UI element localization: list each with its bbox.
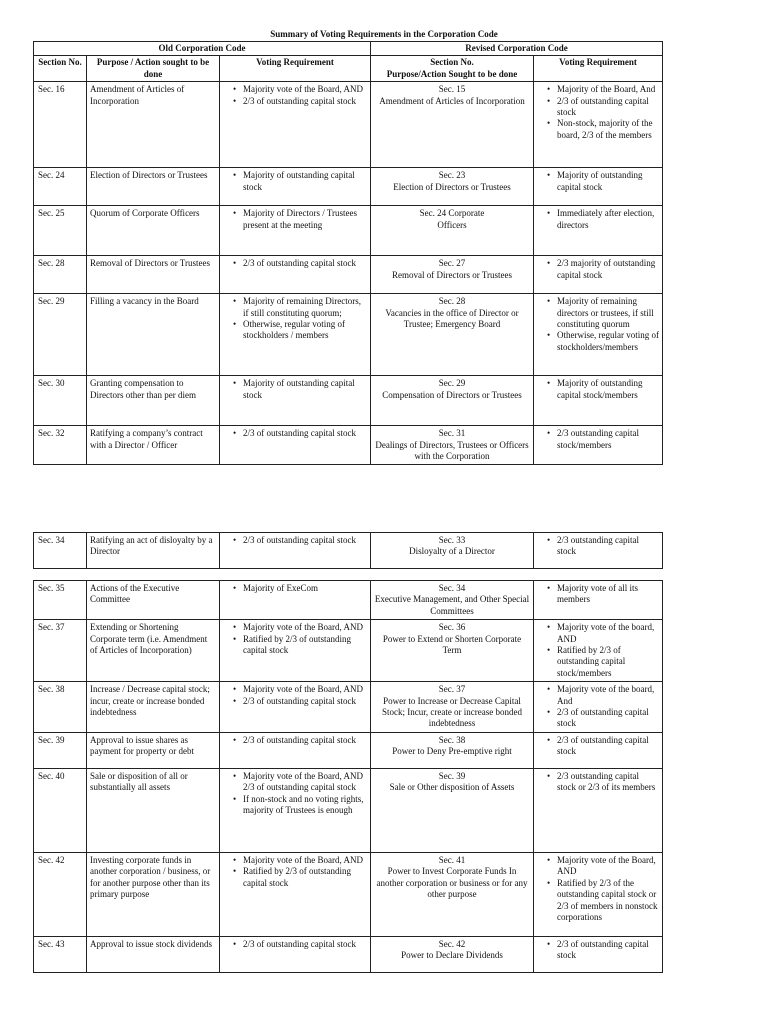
old-voting-cell [220, 732, 371, 768]
new-voting-cell [534, 682, 663, 733]
purpose-cell: Ratifying a company’s contract with a Director / Officer [87, 426, 220, 465]
old-voting-cell [220, 620, 371, 682]
list-item: • Majority vote of the Board, AND [235, 855, 367, 866]
old-voting-cell [220, 376, 371, 426]
voting-requirements-table [33, 41, 663, 465]
new-voting-cell [534, 376, 663, 426]
new-section-title: Power to Invest Corporate Funds In another corporation or business or for any other purpose [376, 866, 528, 900]
old-voting-list [223, 583, 367, 594]
new-section-title: Compensation of Directors or Trustees [382, 389, 522, 400]
new-section-title: Dealings of Directors, Trustees or Officers with the Corporation [375, 439, 529, 462]
old-voting-list [223, 84, 367, 107]
new-section-number: Sec. 38 [438, 734, 466, 745]
new-voting-list [537, 84, 659, 141]
section-cell: Sec. 29 [34, 294, 87, 376]
new-section-number: Sec. 28 [438, 296, 466, 307]
new-voting-list [537, 735, 659, 758]
list-item: • Majority of the Board, And [549, 84, 659, 95]
old-voting-cell [220, 533, 371, 569]
list-item: • Majority vote of the Board, AND [235, 684, 367, 695]
purpose-header: Purpose / Action sought to be done [87, 56, 220, 82]
list-item: • Majority vote of all its members [549, 583, 659, 606]
old-voting-list [223, 771, 367, 817]
section-cell: Sec. 24 [34, 168, 87, 206]
voting-requirements-table-continued-1 [33, 532, 663, 569]
new-section-cell [371, 682, 534, 733]
list-item: • 2/3 of outstanding capital stock [235, 939, 367, 950]
section-cell: Sec. 38 [34, 682, 87, 733]
purpose-cell: Extending or Shortening Corporate term (i.e. Amendment of Articles of Incorporation) [87, 620, 220, 682]
old-voting-cell [220, 256, 371, 294]
section-cell: Sec. 28 [34, 256, 87, 294]
list-item: • 2/3 of outstanding capital stock [549, 96, 659, 119]
new-section-number: Sec. 27 [438, 258, 466, 269]
table-row [34, 936, 663, 972]
list-item: • 2/3 of outstanding capital stock [235, 535, 367, 546]
new-voting-cell [534, 852, 663, 936]
list-item: • Majority vote of the Board, AND [549, 855, 659, 878]
new-section-header: Section No. Purpose/Action Sought to be done [371, 56, 534, 82]
list-item: • 2/3 of outstanding capital stock [549, 939, 659, 962]
section-cell: Sec. 43 [34, 936, 87, 972]
new-section-cell [371, 533, 534, 569]
list-item: • Otherwise, regular voting of stockholders/members [549, 330, 659, 353]
new-section-title: Power to Increase or Decrease Capital Stock; Incur, create or increase bonded indebtedness [381, 695, 523, 729]
new-voting-list [537, 535, 659, 558]
old-voting-list [223, 622, 367, 656]
new-voting-list [537, 684, 659, 730]
new-section-title: Removal of Directors or Trustees [392, 269, 513, 280]
section-cell: Sec. 42 [34, 852, 87, 936]
new-section-cell [371, 732, 534, 768]
new-section-number: Sec. 37 [438, 684, 466, 695]
purpose-cell: Election of Directors or Trustees [87, 168, 220, 206]
list-item: • Majority of outstanding capital stock [549, 170, 659, 193]
old-voting-list [223, 735, 367, 746]
new-section-title: Power to Deny Pre-emptive right [392, 746, 512, 757]
purpose-cell: Amendment of Articles of Incorporation [87, 82, 220, 168]
old-voting-cell [220, 852, 371, 936]
document-title: Summary of Voting Requirements in the Corporation Code [270, 29, 498, 39]
new-section-cell [371, 936, 534, 972]
new-section-number: Sec. 39 [438, 770, 466, 781]
new-voting-list [537, 428, 659, 451]
new-voting-list [537, 622, 659, 679]
section-cell: Sec. 30 [34, 376, 87, 426]
old-voting-list [223, 378, 367, 401]
section-cell: Sec. 37 [34, 620, 87, 682]
new-voting-cell [534, 620, 663, 682]
new-section-number: Sec. 15 [438, 84, 466, 95]
new-section-title: Officers [437, 219, 467, 230]
new-section-cell [371, 256, 534, 294]
new-section-title: Executive Management, and Other Special Committees [374, 594, 530, 616]
list-item: • 2/3 of outstanding capital stock [235, 258, 367, 269]
old-voting-cell [220, 168, 371, 206]
table-body-3 [34, 581, 663, 973]
new-voting-list [537, 855, 659, 923]
new-voting-list [537, 170, 659, 193]
old-voting-cell [220, 294, 371, 376]
new-voting-list [537, 771, 659, 794]
table-row [34, 376, 663, 426]
new-section-number: Sec. 23 [438, 170, 466, 181]
list-item: • Otherwise, regular voting of stockholders / members [235, 319, 367, 342]
list-item: • Ratified by 2/3 of outstanding capital stock [235, 866, 367, 889]
purpose-cell: Quorum of Corporate Officers [87, 206, 220, 256]
list-item: • Immediately after election, directors [549, 208, 659, 231]
new-voting-list [537, 296, 659, 353]
new-section-cell [371, 852, 534, 936]
new-section-number: Sec. 34 [438, 583, 466, 593]
old-voting-cell [220, 581, 371, 620]
new-section-title: Amendment of Articles of Incorporation [379, 95, 525, 106]
table-row [34, 168, 663, 206]
list-item: • 2/3 outstanding capital stock or 2/3 of its members [549, 771, 659, 794]
purpose-cell: Granting compensation to Directors other than per diem [87, 376, 220, 426]
new-section-title: Vacancies in the office of Director or Trustee; Emergency Board [385, 307, 519, 330]
list-item: • Majority of remaining directors or trustees, if still constituting quorum [549, 296, 659, 330]
list-item: • Ratified by 2/3 of the outstanding capital stock or 2/3 of members in nonstock corporations [549, 878, 659, 924]
list-item: • Majority vote of the Board, AND [235, 622, 367, 633]
table-body-1 [34, 82, 663, 465]
list-item: • Majority vote of the Board, AND [235, 84, 367, 95]
old-voting-list [223, 855, 367, 889]
list-item: • Majority of outstanding capital stock/members [549, 378, 659, 401]
new-voting-cell [534, 581, 663, 620]
section-cell: Sec. 25 [34, 206, 87, 256]
new-section-cell [371, 168, 534, 206]
section-cell: Sec. 34 [34, 533, 87, 569]
table-row [34, 620, 663, 682]
list-item: • 2/3 of outstanding capital stock [235, 428, 367, 439]
new-section-cell [371, 82, 534, 168]
list-item: • Majority of ExeCom [235, 583, 367, 594]
new-section-number: Sec. 41 [438, 854, 466, 865]
list-item: • Majority of outstanding capital stock [235, 170, 367, 193]
purpose-cell: Filling a vacancy in the Board [87, 294, 220, 376]
new-voting-cell [534, 732, 663, 768]
list-item: • 2/3 majority of outstanding capital stock [549, 258, 659, 281]
list-item: • Majority vote of the board, And [549, 684, 659, 707]
table-row [34, 768, 663, 852]
new-section-number: Sec. 33 [438, 535, 466, 545]
table-row [34, 682, 663, 733]
new-voting-cell [534, 533, 663, 569]
old-voting-cell [220, 426, 371, 465]
list-item: • Ratified by 2/3 of outstanding capital stock [235, 634, 367, 657]
new-section-cell [371, 376, 534, 426]
new-voting-cell [534, 168, 663, 206]
list-item: • 2/3 of outstanding capital stock [235, 96, 367, 107]
new-section-cell [371, 581, 534, 620]
list-item: • 2/3 outstanding capital stock [549, 535, 659, 558]
new-section-title: Power to Declare Dividends [401, 950, 503, 961]
new-section-cell [371, 426, 534, 465]
old-voting-list [223, 428, 367, 439]
revised-code-header: Revised Corporation Code [371, 42, 663, 56]
list-item: • Majority vote of the board, AND [549, 622, 659, 645]
purpose-cell: Removal of Directors or Trustees [87, 256, 220, 294]
purpose-cell: Approval to issue shares as payment for property or debt [87, 732, 220, 768]
new-section-cell [371, 768, 534, 852]
list-item: • 2/3 of outstanding capital stock [549, 707, 659, 730]
new-voting-list [537, 208, 659, 231]
old-voting-cell [220, 82, 371, 168]
new-section-title: Sale or Other disposition of Assets [389, 782, 515, 793]
voting-requirement-header: Voting Requirement [220, 56, 371, 82]
list-item: • Majority of outstanding capital stock [235, 378, 367, 401]
list-item: • 2/3 of outstanding capital stock [235, 696, 367, 707]
new-section-title: Election of Directors or Trustees [393, 181, 511, 192]
purpose-cell: Approval to issue stock dividends [87, 936, 220, 972]
new-voting-cell [534, 936, 663, 972]
new-voting-cell [534, 256, 663, 294]
purpose-cell: Ratifying an act of disloyalty by a Director [87, 533, 220, 569]
table-row [34, 732, 663, 768]
list-item: • Majority vote of the Board, AND 2/3 of outstanding capital stock [235, 771, 367, 794]
old-voting-cell [220, 206, 371, 256]
list-item: • Majority of remaining Directors, if still constituting quorum; [235, 296, 367, 319]
new-voting-list [537, 583, 659, 606]
purpose-cell: Sale or disposition of all or substantially all assets [87, 768, 220, 852]
new-voting-list [537, 378, 659, 401]
new-voting-list [537, 258, 659, 281]
section-cell: Sec. 16 [34, 82, 87, 168]
new-section-number: Sec. 31 [438, 428, 466, 439]
section-no-header: Section No. [34, 56, 87, 82]
old-code-header: Old Corporation Code [34, 42, 371, 56]
new-section-cell [371, 206, 534, 256]
old-voting-list [223, 208, 367, 231]
list-item: • Majority of Directors / Trustees present at the meeting [235, 208, 367, 231]
old-voting-cell [220, 682, 371, 733]
purpose-cell: Increase / Decrease capital stock; incur, create or increase bonded indebtedness [87, 682, 220, 733]
new-voting-cell [534, 206, 663, 256]
list-item: • Ratified by 2/3 of outstanding capital stock/members [549, 645, 659, 679]
new-voting-cell [534, 426, 663, 465]
list-item: • 2/3 outstanding capital stock/members [549, 428, 659, 451]
old-voting-list [223, 939, 367, 950]
section-cell: Sec. 40 [34, 768, 87, 852]
table-row [34, 82, 663, 168]
old-voting-list [223, 170, 367, 193]
new-voting-requirement-header: Voting Requirement [534, 56, 663, 82]
table-row [34, 256, 663, 294]
table-row [34, 533, 663, 569]
old-voting-list [223, 684, 367, 707]
new-section-number: Sec. 29 [438, 378, 466, 389]
purpose-cell: Investing corporate funds in another corporation / business, or for another purpose other than its primary purpose [87, 852, 220, 936]
new-voting-cell [534, 768, 663, 852]
new-section-cell [371, 294, 534, 376]
old-voting-list [223, 296, 367, 342]
section-cell: Sec. 32 [34, 426, 87, 465]
list-item: • If non-stock and no voting rights, majority of Trustees is enough [235, 794, 367, 817]
new-section-number: Sec. 36 [438, 622, 466, 633]
purpose-cell: Actions of the Executive Committee [87, 581, 220, 620]
old-voting-cell [220, 936, 371, 972]
table-row [34, 852, 663, 936]
table-body-2 [34, 533, 663, 569]
old-voting-cell [220, 768, 371, 852]
new-section-number: Sec. 42 [438, 938, 466, 949]
table-row [34, 294, 663, 376]
new-voting-cell [534, 82, 663, 168]
list-item: • 2/3 of outstanding capital stock [549, 735, 659, 758]
section-cell: Sec. 35 [34, 581, 87, 620]
table-row [34, 426, 663, 465]
old-voting-list [223, 535, 367, 546]
new-section-title: Disloyalty of a Director [409, 546, 495, 557]
table-row [34, 581, 663, 620]
new-section-cell [371, 620, 534, 682]
new-section-title: Power to Extend or Shorten Corporate Term [382, 633, 522, 656]
new-voting-list [537, 939, 659, 962]
section-cell: Sec. 39 [34, 732, 87, 768]
new-voting-cell [534, 294, 663, 376]
new-section-number: Sec. 24 Corporate [419, 208, 485, 219]
table-row [34, 206, 663, 256]
list-item: • Non-stock, majority of the board, 2/3 of the members [549, 118, 659, 141]
list-item: • 2/3 of outstanding capital stock [235, 735, 367, 746]
old-voting-list [223, 258, 367, 269]
voting-requirements-table-continued-2 [33, 580, 663, 973]
